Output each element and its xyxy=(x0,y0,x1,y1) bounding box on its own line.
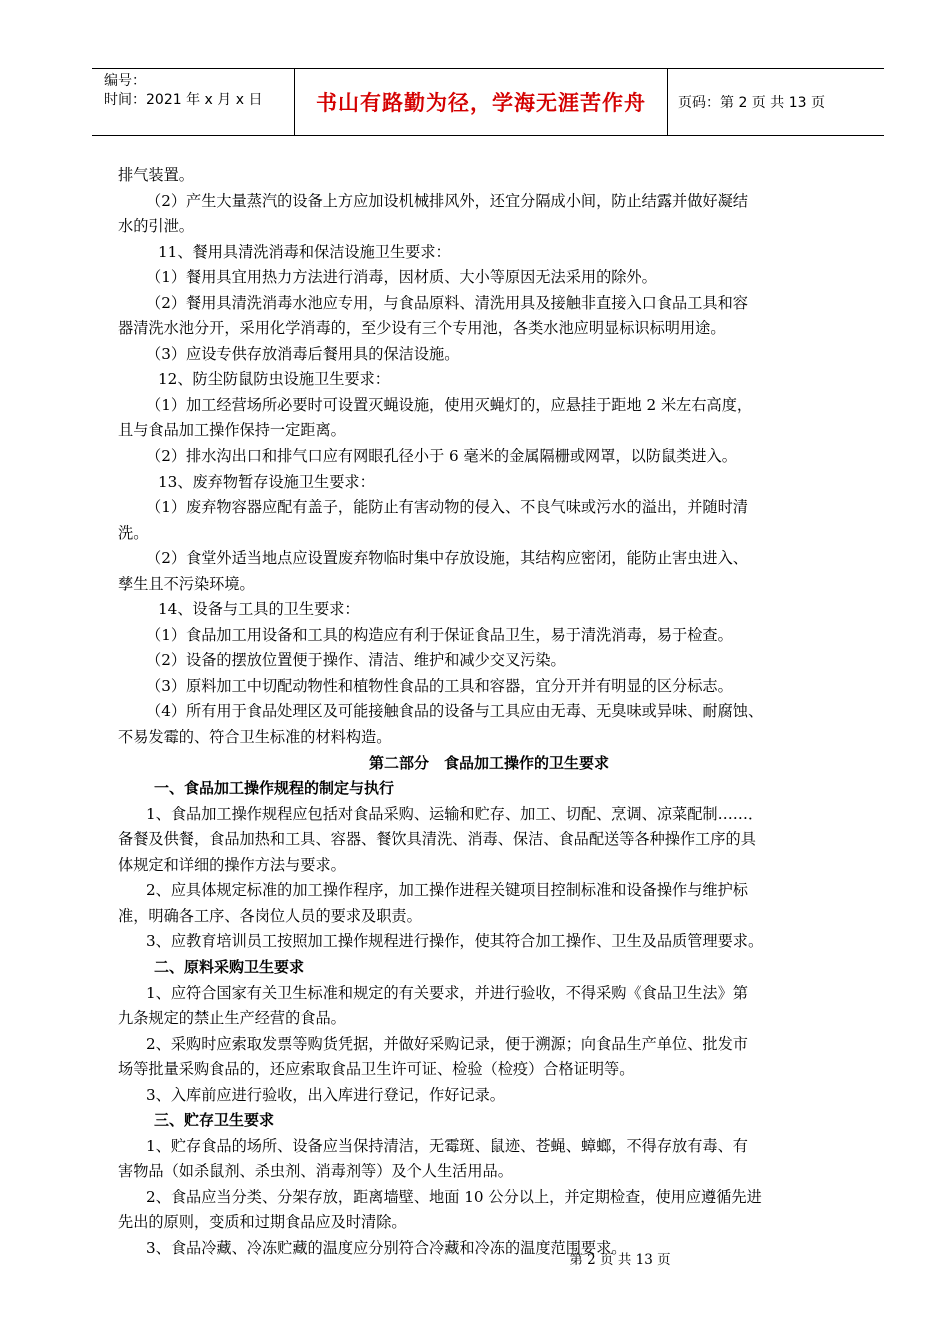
text-line: 且与食品加工操作保持一定距离。 xyxy=(118,421,346,440)
text-line: 2、采购时应索取发票等购货凭据，并做好采购记录，便于溯源；向食品生产单位、批发市 xyxy=(146,1034,748,1053)
text-line: （2）产生大量蒸汽的设备上方应加设机械排风外，还宜分隔成小间，防止结露并做好凝结 xyxy=(146,191,748,210)
text-line: 体规定和详细的操作方法与要求。 xyxy=(118,855,346,874)
text-line: （2）排水沟出口和排气口应有网眼孔径小于 6 毫米的金属隔栅或网罩，以防鼠类进入。 xyxy=(146,447,737,466)
text-line: 12、防尘防鼠防虫设施卫生要求： xyxy=(158,370,390,389)
text-line: 不易发霉的、符合卫生标准的材料构造。 xyxy=(118,728,392,747)
section-heading: 三、贮存卫生要求 xyxy=(154,1111,275,1130)
part-title: 第二部分 食品加工操作的卫生要求 xyxy=(368,753,609,772)
text-line: （2）食堂外适当地点应设置废弃物临时集中存放设施，其结构应密闭，能防止害虫进入、 xyxy=(146,549,748,568)
text-line: 2、食品应当分类、分架存放，距离墙壁、地面 10 公分以上，并定期检查，使用应遵循先进 xyxy=(146,1187,762,1206)
text-line: 3、食品冷藏、冷冻贮藏的温度应分别符合冷藏和冷冻的温度范围要求。 xyxy=(146,1238,627,1257)
text-line: 3、入库前应进行验收，出入库进行登记，作好记录。 xyxy=(146,1085,505,1104)
text-line: 准，明确各工序、各岗位人员的要求及职责。 xyxy=(118,906,422,925)
text-line: 器清洗水池分开，采用化学消毒的，至少设有三个专用池，各类水池应明显标识标明用途。 xyxy=(118,319,726,338)
text-line: 排气装置。 xyxy=(118,166,194,184)
page-footer: 第 2 页 共 13 页 xyxy=(569,1252,671,1268)
text-line: 14、设备与工具的卫生要求： xyxy=(158,600,360,619)
text-line: 13、废弃物暂存设施卫生要求： xyxy=(158,472,375,491)
text-line: （1）食品加工用设备和工具的构造应有利于保证食品卫生，易于清洗消毒，易于检查。 xyxy=(146,625,733,644)
text-line: （3）原料加工中切配动物性和植物性食品的工具和容器，宜分开并有明显的区分标志。 xyxy=(146,676,733,695)
document-number-label: 编号： xyxy=(104,73,146,89)
document-body xyxy=(118,162,860,1261)
header-motto: 书山有路勤为径，学海无涯苦作舟 xyxy=(295,69,668,135)
header-meta xyxy=(92,69,295,135)
text-line: 11、餐用具清洗消毒和保洁设施卫生要求： xyxy=(158,242,451,261)
text-line: （1）餐用具宜用热力方法进行消毒，因材质、大小等原因无法采用的除外。 xyxy=(146,268,657,287)
text-line: 1、贮存食品的场所、设备应当保持清洁，无霉斑、鼠迹、苍蝇、蟑螂，不得存放有毒、有 xyxy=(146,1136,748,1155)
text-line: 洗。 xyxy=(118,523,149,542)
text-line: （2）设备的摆放位置便于操作、清洁、维护和减少交叉污染。 xyxy=(146,651,566,670)
text-line: 1、食品加工操作规程应包括对食品采购、运输和贮存、加工、切配、烹调、凉菜配制……． xyxy=(146,804,764,823)
text-line: 水的引泄。 xyxy=(118,217,194,236)
section-heading: 一、食品加工操作规程的制定与执行 xyxy=(154,779,395,798)
text-line: 1、应符合国家有关卫生标准和规定的有关要求，并进行验收，不得采购《食品卫生法》第 xyxy=(146,983,748,1002)
document-time: 时间：2021 年 x 月 x 日 xyxy=(104,92,263,108)
text-line: 害物品（如杀鼠剂、杀虫剂、消毒剂等）及个人生活用品。 xyxy=(118,1162,513,1181)
text-line: 先出的原则，变质和过期食品应及时清除。 xyxy=(118,1213,407,1232)
section-heading: 二、原料采购卫生要求 xyxy=(154,957,305,976)
text-line: 孳生且不污染环境。 xyxy=(118,574,255,593)
text-line: 3、应教育培训员工按照加工操作规程进行操作，使其符合加工操作、卫生及品质管理要求。 xyxy=(146,932,764,951)
text-line: （2）餐用具清洗消毒水池应专用，与食品原料、清洗用具及接触非直接入口食品工具和容 xyxy=(146,293,748,312)
page-header xyxy=(92,68,884,136)
text-line: （3）应设专供存放消毒后餐用具的保洁设施。 xyxy=(146,344,460,363)
text-line: 九条规定的禁止生产经营的食品。 xyxy=(118,1009,346,1028)
text-line: 场等批量采购食品的，还应索取食品卫生许可证、检验（检疫）合格证明等。 xyxy=(118,1060,635,1079)
text-line: （1）加工经营场所必要时可设置灭蝇设施，使用灭蝇灯的，应悬挂于距地 2 米左右高度， xyxy=(146,395,753,414)
header-page-info: 页码：第 2 页 共 13 页 xyxy=(678,95,825,111)
text-line: 备餐及供餐，食品加热和工具、容器、餐饮具清洗、消毒、保洁、食品配送等各种操作工序的具 xyxy=(118,830,756,849)
text-line: （4）所有用于食品处理区及可能接触食品的设备与工具应由无毒、无臭味或异味、耐腐蚀、 xyxy=(146,702,764,721)
text-line: 2、应具体规定标准的加工操作程序，加工操作进程关键项目控制标准和设备操作与维护标 xyxy=(146,881,748,900)
text-line: （1）废弃物容器应配有盖子，能防止有害动物的侵入、不良气味或污水的溢出，并随时清 xyxy=(146,498,748,517)
